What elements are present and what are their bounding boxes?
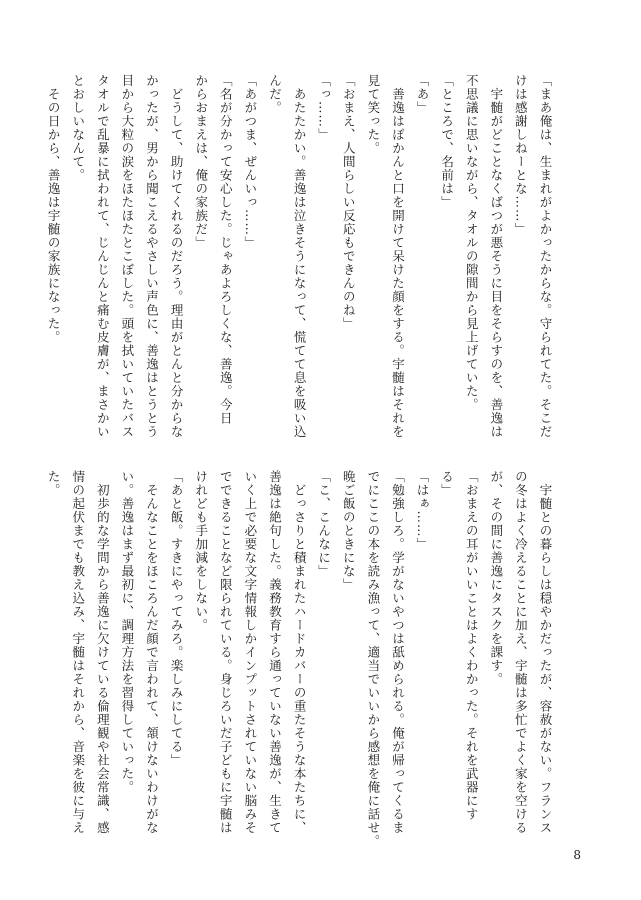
text-line: どうして、助けてくれるのだろう。理由がとんと分からな [169,74,185,439]
text-line: からおまえは、俺の家族だ」 [193,74,209,250]
text-line: 晩ご飯のときにな」 [341,470,357,592]
text-line: 見て笑った。 [365,74,381,155]
text-line: んだ。 [267,74,283,115]
text-line: けれども手加減をしない。 [193,470,209,632]
text-line: そんなことをほころんだ顔で言われて、頷けないわけがな [144,470,160,835]
text-line: 「こ、こんなに」 [316,470,332,578]
text-line: 「名が分かって安心した。じゃあよろしくな、善逸。今日 [218,74,234,425]
text-line: 情の起伏までも教え込み、宇髄はそれから、音楽を彼に与え [70,470,86,835]
text-line: けは感謝しねーとな……」 [513,74,529,236]
text-line: タオルで乱暴に拭われて、じんじんと痛む皮膚が、まさかい [95,74,111,439]
text-line: 「まあ俺は、生まれがよかったからな。守られてた。そこだ [538,74,553,439]
text-line: かったが、男から聞こえるやさしい声色に、善逸はとうとう [144,74,160,439]
text-line: 宇髄がどことなくばつが悪そうに目をそらすのを、善逸は [488,74,504,439]
text-line: 「あ」 [415,74,431,115]
text-line: 初歩的な学問から善逸に欠けている倫理観や社会常識、感 [95,470,111,835]
text-line: の冬はよく冷えることに加え、宇髄は多忙でよく家を空ける [513,470,529,835]
text-line: 「ところで、名前は」 [439,74,455,209]
lower-text-block [46,470,557,857]
text-line: い。善逸はまず最初に、調理方法を習得していった。 [119,470,135,794]
text-line: でできることなど限られている。身じろいだ子どもに宇髄は [218,470,234,835]
text-line: とおしいなんて。 [70,74,86,182]
text-line: 宇髄との暮らしは穏やかだったが、容赦がない。フランス [538,470,553,835]
text-line: いく上で必要な文字情報しかインプットされていない脳みそ [242,470,258,835]
text-line: 「おまえの耳がいいことはよくわかった。それを武器にす [464,470,480,821]
text-line: 不思議に思いながら、タオルの隙間から見上げていた。 [464,74,480,412]
text-line: 目から大粒の涙をほたほたとこぼした。頭を拭いていたバス [119,74,135,439]
text-line: 「勉強しろ。学がないやつは舐められる。俺が帰ってくるま [390,470,406,835]
text-line: 「っ……」 [316,74,332,142]
text-line: あたたかい。善逸は泣きそうになって、慌てて息を吸い込 [292,74,308,439]
text-line: 「あと飯。すきにやってみろ。楽しみにしてる」 [169,470,185,767]
text-line: 「はぁ……」 [415,470,431,551]
text-line: でにここの本を読み漁って、適当でいいから感想を俺に話せ。 [365,470,381,848]
text-line: が、その間に善逸にタスクを課す。 [488,470,504,686]
upper-text-block [46,74,557,469]
page-number: 8 [573,848,581,862]
text-line: 「おまえ、人間らしい反応もできんのね」 [341,74,357,331]
text-line: どっさりと積まれたハードカバーの重たそうな本たちに、 [292,470,308,835]
text-line: 「あがつま、ぜんいっ……」 [242,74,258,250]
text-line: 善逸は絶句した。義務教育すら通っていない善逸が、生きて [267,470,283,835]
text-line: その日から、善逸は宇髄の家族になった。 [46,74,62,344]
text-line: る」 [439,470,455,497]
text-line: た。 [46,470,62,497]
text-line: 善逸はぽかんと口を開けて呆けた顔をする。宇髄はそれを [390,74,406,439]
